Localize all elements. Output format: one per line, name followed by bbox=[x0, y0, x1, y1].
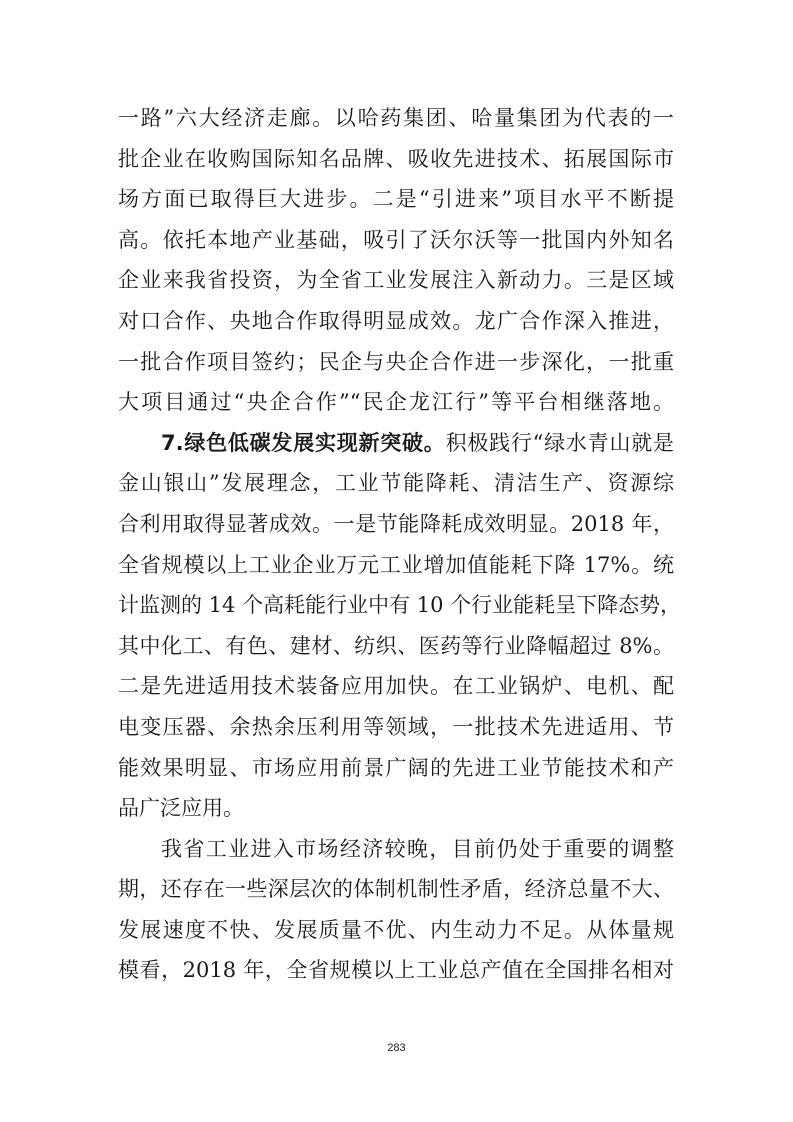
section-heading-line bbox=[118, 423, 674, 464]
text-line: 高。依托本地产业基础，吸引了沃尔沃等一批国内外知名 bbox=[118, 227, 674, 252]
paragraph-first-line: 我省工业进入市场经济较晚，目前仍处于重要的调整 bbox=[161, 836, 674, 861]
text-line: 其中化工、有色、建材、纺织、医药等行业降幅超过 8%。 bbox=[118, 633, 674, 658]
text-line: 对口合作、央地合作取得明显成效。龙广合作深入推进， bbox=[118, 308, 674, 333]
text-line: 大项目通过“央企合作”“民企龙江行”等平台相继落地。 bbox=[118, 390, 674, 415]
text-line: 二是先进适用技术装备应用加快。在工业锅炉、电机、配 bbox=[118, 674, 674, 699]
text-line: 一批合作项目签约；民企与央企合作进一步深化，一批重 bbox=[118, 349, 674, 374]
text-line: 合利用取得显著成效。一是节能降耗成效明显。2018 年， bbox=[118, 511, 674, 536]
text-line: 模看，2018 年，全省规模以上工业总产值在全国排名相对 bbox=[118, 958, 674, 983]
text-line: 场方面已取得巨大进步。二是“引进来”项目水平不断提 bbox=[118, 187, 674, 212]
text-line: 一路”六大经济走廊。以哈药集团、哈量集团为代表的一 bbox=[118, 106, 674, 130]
text-line: 计监测的 14 个高耗能行业中有 10 个行业能耗呈下降态势， bbox=[118, 593, 682, 618]
page-number: 283 bbox=[387, 1042, 406, 1054]
heading-continuation: 积极践行“绿水青山就是 bbox=[445, 430, 674, 455]
text-line: 金山银山”发展理念，工业节能降耗、清洁生产、资源综 bbox=[118, 471, 674, 496]
text-line: 发展速度不快、发展质量不优、内生动力不足。从体量规 bbox=[118, 917, 674, 942]
document-body bbox=[118, 98, 682, 991]
text-line: 品广泛应用。 bbox=[118, 796, 244, 821]
section-heading: 7.绿色低碳发展实现新突破。 bbox=[161, 430, 446, 455]
text-line: 全省规模以上工业企业万元工业增加值能耗下降 17%。统 bbox=[118, 552, 674, 577]
text-line: 企业来我省投资，为全省工业发展注入新动力。三是区域 bbox=[118, 268, 674, 293]
text-line: 批企业在收购国际知名品牌、吸收先进技术、拓展国际市 bbox=[118, 146, 674, 171]
text-line: 能效果明显、市场应用前景广阔的先进工业节能技术和产 bbox=[118, 755, 674, 780]
text-line: 电变压器、余热余压利用等领域，一批技术先进适用、节 bbox=[118, 714, 674, 739]
text-line: 期，还存在一些深层次的体制机制性矛盾，经济总量不大、 bbox=[118, 877, 674, 902]
